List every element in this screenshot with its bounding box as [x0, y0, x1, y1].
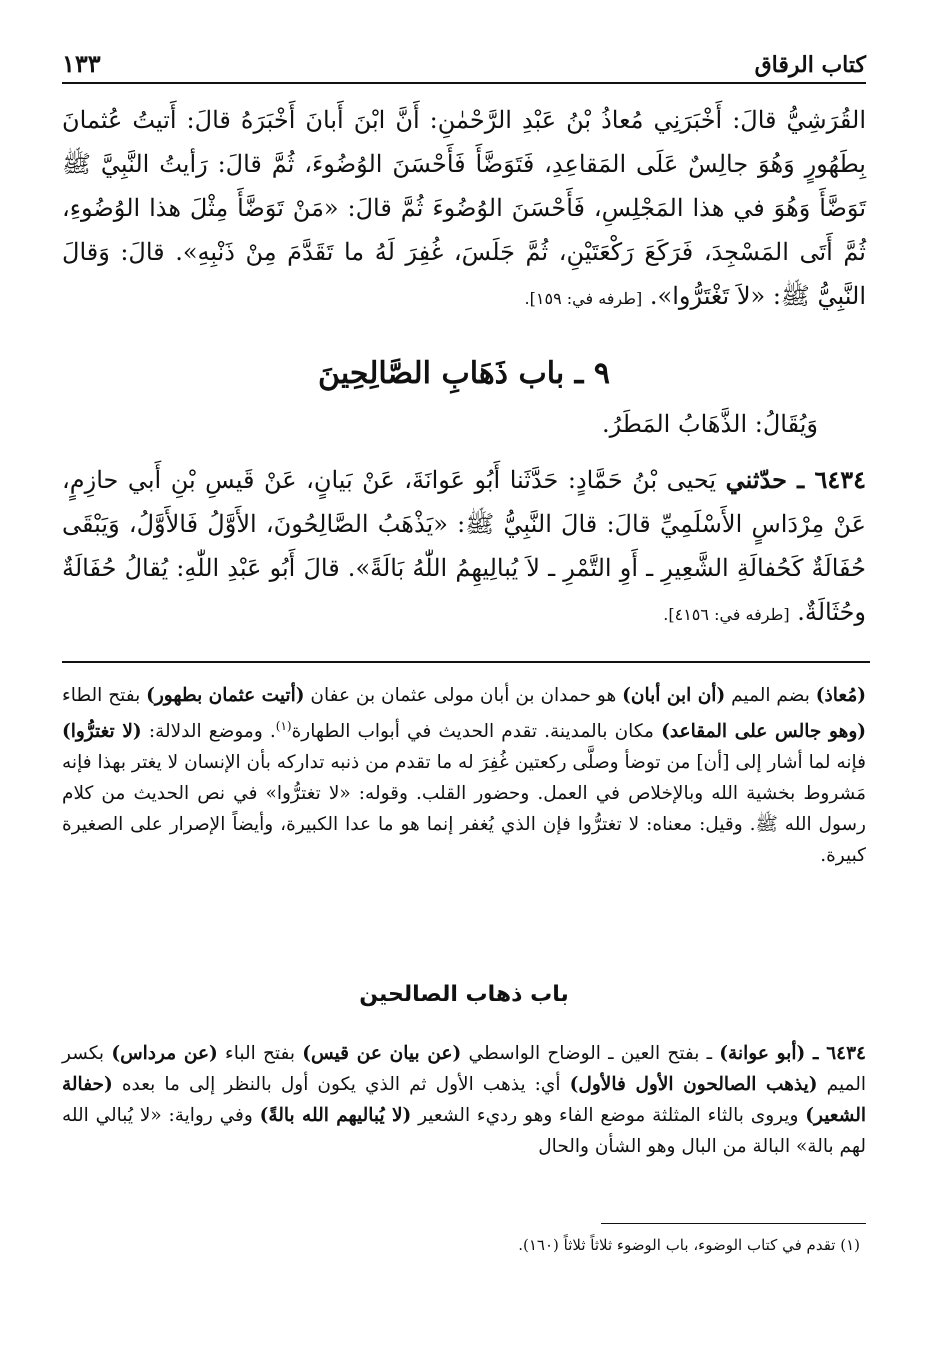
text: وفي رواية: «لا يُبالي الله لهم بالة» البالة من البال وهو الشأن والحال: [62, 1105, 866, 1157]
text: فإنه لما أشار إلى [أن] من توضأ وصلَّى ركعتين غُفِرَ له ما تقدم من ذنبه تداركه بأن الإنسان لا يغتر بهذا فإنه مَشروط بخشية الله وبالإخلاص في العمل. وحضور القلب. وقوله: «لا تغترُّوا» في نص الحديث من كلام رسول الله ﷺ. وقيل: معناه: لا تغترُّوا فإن الذي يُغفر إنما هو ما عدا الكبيرة، وأيضاً الإصرار على الصغيرة كبيرة.: [62, 752, 866, 867]
chapter-saying: وَيُقَالُ: الذَّهَابُ المَطَرُ.: [601, 410, 818, 438]
footnote-rule: [601, 1223, 866, 1224]
term: (يذهب الصالحون الأول فالأول): [569, 1074, 818, 1095]
cross-reference: [طرفه في: ١٥٩].: [524, 289, 643, 308]
hadith-number: ٦٤٣٤ ـ: [805, 1043, 866, 1064]
text: هو حمدان بن أبان مولى عثمان بن عفان: [304, 685, 623, 706]
hadith-6434: [62, 458, 866, 637]
footnote: (١) تقدم في كتاب الوضوء، باب الوضوء ثلاثاً ثلاثاً (١٦٠).: [518, 1236, 860, 1254]
page-header: [62, 42, 866, 84]
term: (حفالة الشعير): [62, 1074, 866, 1126]
term: (أبو عوانة): [719, 1043, 806, 1064]
term: (أن ابن أبان): [622, 685, 726, 706]
running-title: كتاب الرقاق: [754, 52, 866, 78]
term: (لا يُباليهم الله بالةً): [259, 1105, 412, 1126]
commentary-chapter-title: باب ذهاب الصالحين: [359, 982, 569, 1007]
hadith-number: ٦٤٣٤ ـ حدّثني: [725, 465, 866, 494]
hadith-text: يَحيى بْنُ حَمَّادٍ: حَدَّثَنا أَبُو عَوانَةَ، عَنْ بَيانٍ، عَنْ قَيسِ بْنِ أَبي حازِمٍ، عَنْ مِرْدَاسٍ الأَسْلَمِيِّ قالَ: قالَ النَّبِيُّ ﷺ: «يَذْهَبُ الصَّالِحُونَ، الأَوَّلُ فَالأَوَّلُ، وَيَبْقَى حُفَالَةٌ كَحُفالَةِ الشَّعِيرِ ـ أَوِ التَّمْرِ ـ لاَ يُبالِيهِمُ اللّٰهُ بَالَةً». قالَ أَبُو عَبْدِ اللّٰهِ: يُقالُ حُفَالَةٌ وحُثَالَةٌ.: [62, 466, 866, 626]
term: (وهو جالس على المقاعد): [661, 721, 867, 743]
text: ـ بفتح العين ـ الوضاح الواسطي: [461, 1043, 720, 1064]
term: (مُعاذ): [815, 685, 866, 706]
commentary-block-2: [62, 1038, 866, 1162]
term: (أتيت عثمان بطهور): [146, 685, 305, 706]
footnote-ref: (١): [275, 719, 292, 733]
text: أي: يذهب الأول ثم الذي يكون أول بالنظر إلى ما بعده: [112, 1074, 570, 1095]
cross-reference: [طرفه في: ٤١٥٦].: [663, 605, 790, 624]
text: بضم الميم: [725, 685, 816, 706]
chapter-title: ٩ ـ باب ذَهَابِ الصَّالِحِينَ: [317, 356, 610, 391]
page-number: ١٣٣: [62, 49, 101, 78]
term: (عن مرداس): [111, 1043, 218, 1064]
text: بفتح الطاء: [62, 685, 147, 706]
divider-line: [62, 661, 870, 663]
hadith-text: القُرَشِيُّ قالَ: أَخْبَرَنِي مُعاذُ بْنُ عَبْدِ الرَّحْمٰنِ: أَنَّ ابْنَ أَبانَ أَخْبَرَهُ قالَ: أَتيتُ عُثمانَ بِطَهُورٍ وَهُوَ جالِسٌ عَلَى المَقاعِدِ، فَتَوَضَّأَ فَأَحْسَنَ الوُضُوءَ، ثُمَّ قالَ: رَأيتُ النَّبِيَّ ﷺ تَوَضَّأَ وَهُوَ في هذا المَجْلِسِ، فَأَحْسَنَ الوُضُوءَ ثُمَّ قالَ: «مَنْ تَوَضَّأَ مِثْلَ هذا الوُضُوءِ، ثُمَّ أَتَى المَسْجِدَ، فَرَكَعَ رَكْعَتَيْنِ، ثُمَّ جَلَسَ، غُفِرَ لَهُ ما تَقَدَّمَ مِنْ ذَنْبِهِ». قالَ: وَقالَ النَّبِيُّ ﷺ: «لاَ تَغْتَرُّوا».: [62, 106, 867, 310]
text: . وموضع الدلالة:: [141, 721, 276, 743]
text: ويروى بالثاء المثلثة موضع الفاء وهو رديء الشعير: [411, 1105, 806, 1126]
text: بفتح الباء: [217, 1043, 303, 1064]
hadith-continuation: [62, 98, 866, 321]
text: بكسر الميم: [62, 1043, 867, 1095]
term: (لا تغترُّوا): [62, 721, 142, 743]
commentary-block: [62, 680, 866, 871]
text: مكان بالمدينة. تقدم الحديث في أبواب الطهارة: [291, 721, 662, 743]
term: (عن بيان عن قيس): [302, 1043, 462, 1064]
